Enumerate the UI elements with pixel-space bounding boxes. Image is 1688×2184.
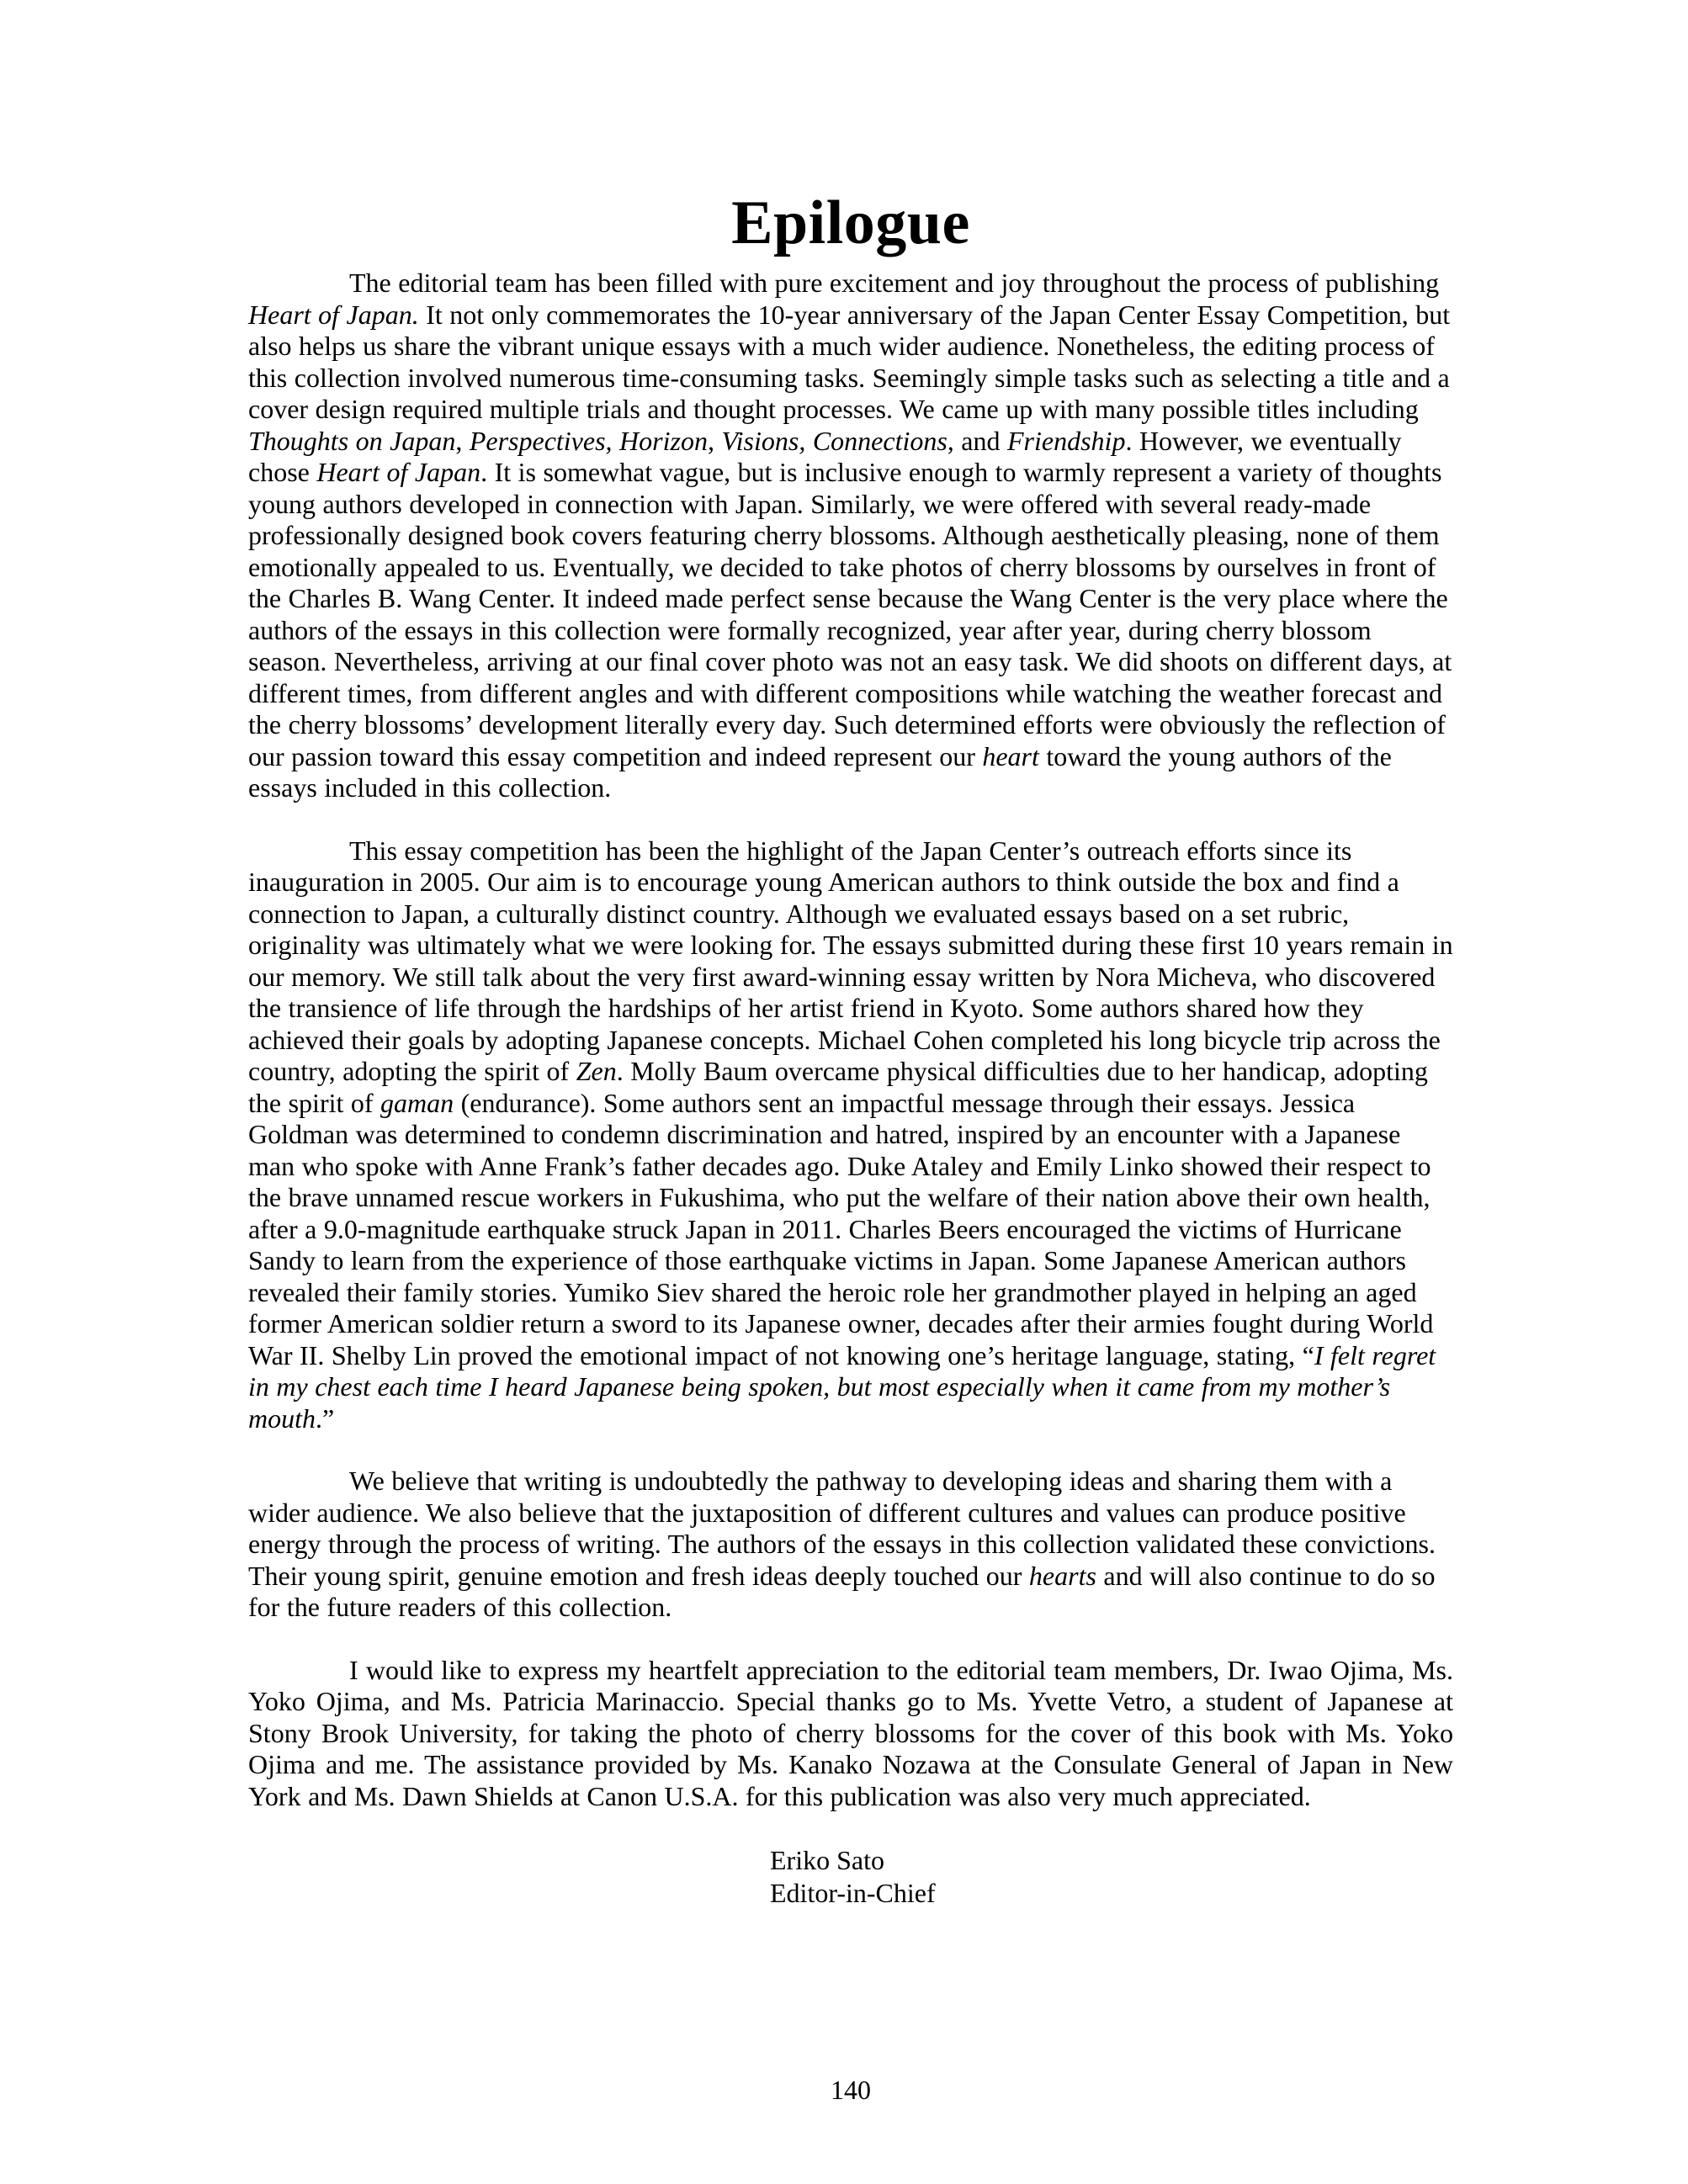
page-footer	[248, 2075, 1453, 2107]
italic-text-run: heart	[982, 740, 1039, 771]
signature-name: Eriko Sato	[770, 1845, 884, 1876]
paragraph	[248, 1655, 1453, 1813]
text-run: ,	[455, 425, 470, 456]
text-run: and will also continue to do so for the future readers of this collection.	[248, 1560, 1436, 1623]
italic-text-run: Perspectives, Horizon, Visions, Connections,	[469, 425, 954, 456]
text-run: I would like to express my heartfelt appreciation to the editorial team members, Dr. Iwao Ojima, Ms. Yoko Ojima, and Ms. Patricia Marinaccio. Special thanks go to Ms. Yvette Vetro, a student of Japanese at Stony Brook University, for taking the photo of cherry blossoms for the cover of this book with Ms. Yoko Ojima and me. The assistance provided by Ms. Kanako Nozawa at the Consulate General of Japan in New York and Ms. Dawn Shields at Canon U.S.A. for this publication was also very much appreciated.	[248, 1654, 1453, 1811]
paragraph	[248, 835, 1453, 1435]
italic-text-run: I felt regret in my chest each time I heard Japanese being spoken, but most especially when it came from my mother’s mouth	[248, 1339, 1436, 1434]
signature-block	[770, 1844, 1453, 1910]
text-run: This essay competition has been the highlight of the Japan Center’s outreach efforts since its inauguration in 2005. Our aim is to encourage young American authors to think outside the box and find a connection to Japan, a culturally distinct country. Although we evaluated essays based on a set rubric, originality was ultimately what we were looking for. The essays submitted during these first 10 years remain in our memory. We still talk about the very first award-winning essay written by Nora Micheva, who discovered the transience of life through the hardships of her artist friend in Kyoto. Some authors shared how they achieved their goals by adopting Japanese concepts. Michael Cohen completed his long bicycle trip across the country, adopting the spirit of	[248, 835, 1453, 1087]
italic-text-run: Thoughts on Japan	[248, 425, 456, 456]
paragraph	[248, 1466, 1453, 1624]
text-run: and	[953, 425, 1007, 456]
body-text	[248, 268, 1453, 1812]
text-run: The editorial team has been filled with pure excitement and joy throughout the process of publishing	[349, 268, 1440, 299]
page-title: Epilogue	[731, 188, 970, 257]
italic-text-run: hearts	[1028, 1560, 1096, 1591]
text-run: (endurance). Some authors sent an impactful message through their essays. Jessica Goldman was determined to condemn discrimination and hatred, inspired by an encounter with a Japanese man who spoke with Anne Frank’s father decades ago. Duke Ataley and Emily Linko showed their respect to the brave unnamed rescue workers in Fukushima, who put the welfare of their nation above their own health, after a 9.0-magnitude earthquake struck Japan in 2011. Charles Beers encouraged the victims of Hurricane Sandy to learn from the experience of those earthquake victims in Japan. Some Japanese American authors revealed their family stories. Yumiko Siev shared the heroic role her grandmother played in helping an aged former American soldier return a sword to its Japanese owner, decades after their armies fought during World War II. Shelby Lin proved the emotional impact of not knowing one’s heritage language, stating, “	[248, 1087, 1434, 1370]
text-run: We believe that writing is undoubtedly the pathway to developing ideas and sharing them with a wider audience. We also believe that the juxtaposition of different cultures and values can produce positive energy through the process of writing. The authors of the essays in this collection validated these convictions. Their young spirit, genuine emotion and fresh ideas deeply touched our	[248, 1466, 1436, 1591]
signature-role: Editor-in-Chief	[770, 1878, 936, 1909]
text-run: It not only commemorates the 10-year anniversary of the Japan Center Essay Competition, but also helps us share the vibrant unique essays with a much wider audience. Nonetheless, the editing process of this collection involved numerous time-consuming tasks. Seemingly simple tasks such as selecting a title and a cover design required multiple trials and thought processes. We came up with many possible titles including	[248, 299, 1451, 425]
italic-text-run: Heart of Japan	[316, 457, 481, 488]
page-number: 140	[831, 2075, 871, 2105]
text-run: . Molly Baum overcame physical difficulties due to her handicap, adopting the spirit of	[248, 1056, 1428, 1118]
page-content	[248, 190, 1453, 1910]
text-run: . However, we eventually chose	[248, 425, 1402, 488]
text-run: . It is somewhat vague, but is inclusive enough to warmly represent a variety of thoughts young authors developed in connection with Japan. Similarly, we were offered with several ready-made professionally designed book covers featuring cherry blossoms. Although aesthetically pleasing, none of them emotionally appealed to us. Eventually, we decided to take photos of cherry blossoms by ourselves in front of the Charles B. Wang Center. It indeed made perfect sense because the Wang Center is the very place where the authors of the essays in this collection were formally recognized, year after year, during cherry blossom season. Nevertheless, arriving at our final cover photo was not an easy task. We did shoots on different days, at different times, from different angles and with different compositions while watching the weather forecast and the cherry blossoms’ development literally every day. Such determined efforts were obviously the reflection of our passion toward this essay competition and indeed represent our	[248, 457, 1452, 771]
text-run: toward the young authors of the essays included in this collection.	[248, 740, 1392, 803]
italic-text-run: Heart of Japan.	[248, 299, 419, 330]
italic-text-run: Friendship	[1007, 425, 1126, 456]
italic-text-run: Zen	[576, 1056, 617, 1087]
italic-text-run: gaman	[380, 1087, 454, 1118]
text-run: .”	[316, 1402, 335, 1434]
paragraph	[248, 268, 1453, 804]
